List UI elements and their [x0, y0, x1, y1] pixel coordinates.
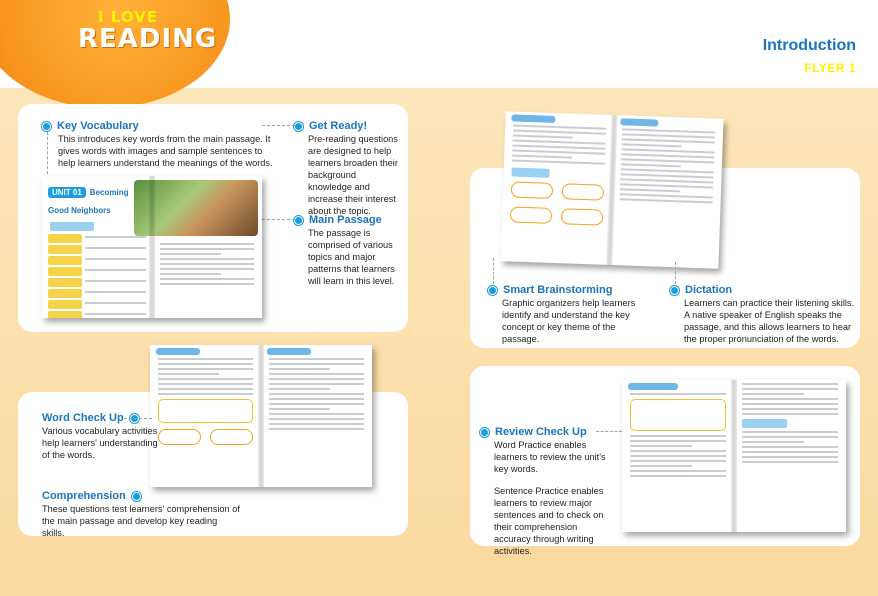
logo-line1: I LOVE — [98, 8, 159, 26]
smart-brainstorming-body: Graphic organizers help learners identify and understand the key concept or key theme of the passage. — [502, 298, 636, 344]
connector — [675, 262, 676, 284]
review-check-up-spread-thumbnail — [622, 380, 846, 532]
key-vocabulary-body: This introduces key words from the main passage. It gives words with images and sample sentences to help learners understand the meanings of the words. — [58, 134, 273, 168]
comprehension-title: Comprehension — [42, 490, 126, 502]
connector — [124, 418, 152, 419]
connector — [596, 431, 622, 432]
word-check-up-title: Word Check Up — [42, 412, 124, 424]
review-check-up-title: Review Check Up — [495, 426, 587, 438]
logo-line2: READING — [78, 24, 218, 54]
key-vocabulary-title: Key Vocabulary — [57, 120, 139, 132]
unit-opener-spread-thumbnail — [42, 176, 262, 318]
get-ready-body: Pre-reading questions are designed to help learners broaden their background knowledge and increase their interest about the topic. — [308, 134, 398, 216]
connector — [493, 258, 494, 284]
main-passage-body: The passage is comprised of various topics and major patterns that learners will learn in this level. — [308, 228, 395, 286]
i-love-reading-logo — [0, 0, 230, 108]
review-check-up-body-2: Sentence Practice enables learners to review major sentences and to check on their comprehension accuracy through writing activities. — [494, 485, 604, 556]
bullet-dot-icon — [294, 216, 303, 225]
main-passage-section — [294, 214, 400, 288]
unit-title: Becoming Good Neighbors — [48, 188, 129, 215]
key-vocabulary-section — [42, 120, 277, 170]
smart-brainstorming-section — [488, 284, 650, 346]
review-check-up-section — [480, 426, 612, 558]
review-check-up-body-1: Word Practice enables learners to review the unit's key words. — [494, 440, 606, 474]
unit-tag: UNIT 01 — [48, 187, 86, 198]
bullet-dot-icon — [132, 492, 141, 501]
connector — [262, 219, 295, 220]
dictation-title: Dictation — [685, 284, 733, 296]
connector — [262, 125, 295, 126]
bullet-dot-icon — [480, 428, 489, 437]
bullet-dot-icon — [294, 122, 303, 131]
word-check-up-body: Various vocabulary activities help learners' understanding of the words. — [42, 426, 158, 460]
bullet-dot-icon — [488, 286, 497, 295]
get-ready-title: Get Ready! — [309, 120, 368, 132]
dictation-spread-thumbnail — [500, 111, 723, 269]
connector — [47, 132, 48, 174]
main-passage-title: Main Passage — [309, 214, 382, 226]
dictation-section — [670, 284, 860, 346]
dictation-body: Learners can practice their listening skills. A native speaker of English speaks the passage, and this allows learners to hear the proper pronunciation of the words. — [684, 298, 855, 344]
comprehension-body: These questions test learners' comprehension of the main passage and develop key reading skills. — [42, 504, 240, 538]
get-ready-section — [294, 120, 400, 218]
comprehension-section — [42, 490, 242, 540]
page-title: Introduction — [762, 37, 856, 54]
page-subtitle: FLYER 1 — [804, 61, 856, 75]
word-check-up-spread-thumbnail — [150, 345, 372, 487]
bullet-dot-icon — [42, 122, 51, 131]
bullet-dot-icon — [670, 286, 679, 295]
smart-brainstorming-title: Smart Brainstorming — [503, 284, 613, 296]
word-check-up-section — [42, 412, 162, 462]
